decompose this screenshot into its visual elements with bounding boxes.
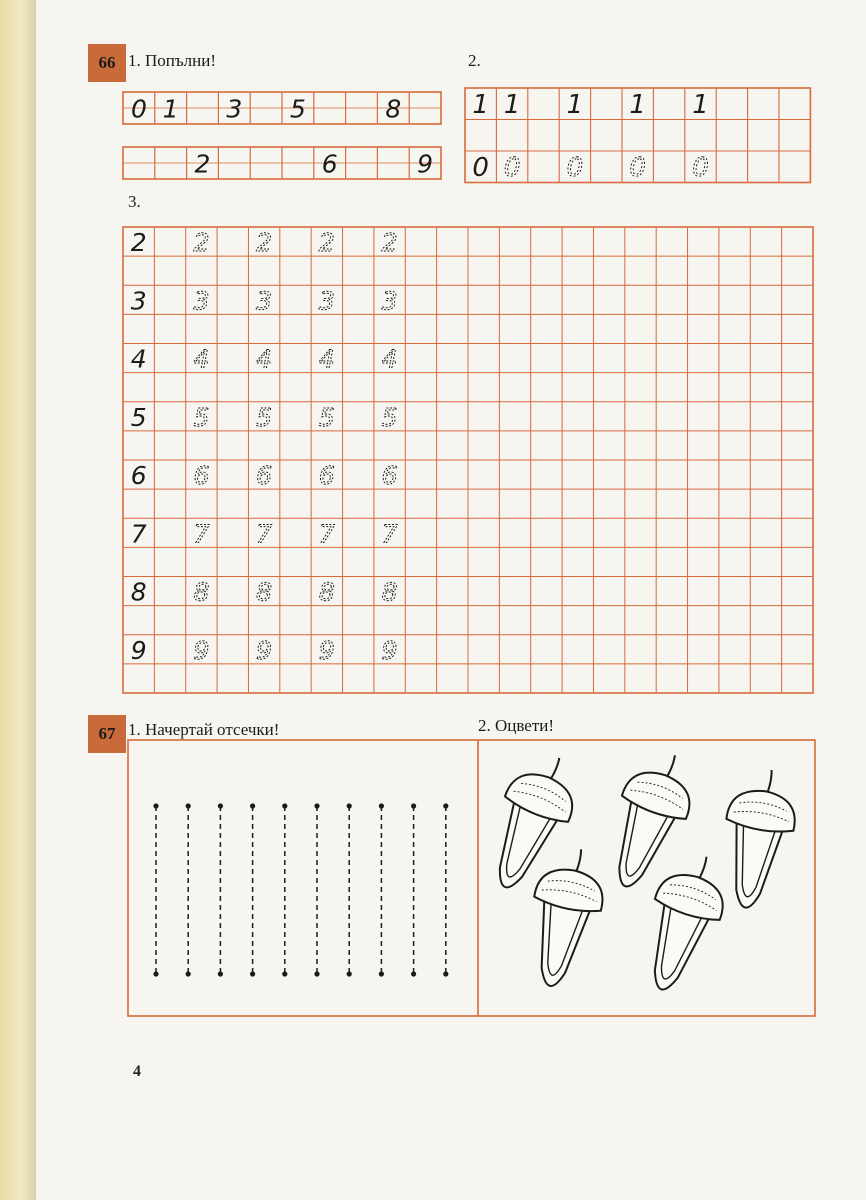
- sample-digit-7: 7: [130, 519, 147, 549]
- traced-digit-7: 7: [381, 519, 398, 549]
- fill-row-1-digit: 8: [385, 94, 402, 124]
- segment-start-dot: [443, 803, 448, 808]
- traced-digit-8: 8: [318, 577, 335, 607]
- traced-digit-one: 1: [629, 89, 646, 120]
- traced-digit-8: 8: [193, 577, 210, 607]
- traced-digit-6: 6: [193, 461, 210, 491]
- ones-zeros-grid: [465, 88, 810, 183]
- traced-digit-2: 2: [318, 228, 335, 258]
- task-66-1-label: 1. Попълни!: [128, 51, 217, 70]
- acorn-stem: [768, 770, 773, 792]
- segment-end-dot: [218, 971, 223, 976]
- acorn-stem: [577, 849, 583, 871]
- traced-digit-7: 7: [193, 519, 210, 549]
- traced-digit-4: 4: [381, 344, 398, 374]
- traced-digit-9: 9: [381, 635, 398, 665]
- sample-digit-6: 6: [130, 461, 147, 491]
- traced-digit-3: 3: [318, 286, 335, 316]
- acorn-stem: [667, 755, 675, 776]
- traced-digit-5: 5: [381, 402, 398, 432]
- sample-digit-9: 9: [130, 635, 147, 665]
- fill-row-1-digit: 3: [226, 94, 243, 124]
- fill-row-1-digit: 0: [130, 94, 147, 124]
- traced-digit-9: 9: [318, 635, 335, 665]
- task-66-3-label: 3.: [128, 192, 141, 211]
- exercise-66-badge: 66: [88, 44, 126, 82]
- acorn-drawing: [712, 764, 803, 914]
- fill-row-1-digit: 5: [289, 94, 306, 124]
- segment-start-dot: [282, 803, 287, 808]
- traced-digit-7: 7: [256, 519, 273, 549]
- traced-digit-zero: 0: [692, 152, 709, 183]
- book-spine: [0, 0, 36, 1200]
- traced-digit-3: 3: [193, 286, 210, 316]
- traced-digit-7: 7: [318, 519, 335, 549]
- traced-digit-zero: 0: [503, 152, 521, 183]
- task-67-1-label: 1. Начертай отсечки!: [128, 720, 280, 739]
- fill-in-grid-row-2: [123, 147, 441, 179]
- segment-end-dot: [186, 971, 191, 976]
- fill-row-2-digit: 2: [194, 149, 211, 179]
- segment-start-dot: [218, 803, 223, 808]
- exercise-67-badge: 67: [88, 715, 126, 753]
- segment-start-dot: [347, 803, 352, 808]
- traced-digit-3: 3: [256, 286, 273, 316]
- traced-digit-6: 6: [318, 461, 335, 491]
- traced-digit-6: 6: [256, 461, 273, 491]
- segment-end-dot: [411, 971, 416, 976]
- fill-in-grid-row-1: [123, 92, 441, 124]
- task-67-2-label: 2. Оцвети!: [478, 716, 555, 735]
- segment-start-dot: [411, 803, 416, 808]
- sample-digit-one: 1: [472, 89, 489, 120]
- segment-end-dot: [282, 971, 287, 976]
- segment-end-dot: [443, 971, 448, 976]
- sample-digit-3: 3: [130, 286, 147, 316]
- segment-end-dot: [314, 971, 319, 976]
- segment-start-dot: [379, 803, 384, 808]
- traced-digit-2: 2: [256, 228, 273, 258]
- traced-digit-6: 6: [381, 461, 398, 491]
- traced-digit-8: 8: [256, 577, 273, 607]
- traced-digit-4: 4: [318, 344, 335, 374]
- traced-digit-2: 2: [193, 228, 210, 258]
- traced-digit-5: 5: [256, 402, 273, 432]
- exercise-67-frame: [128, 740, 815, 1016]
- fill-row-2-digit: 6: [321, 149, 338, 179]
- segment-end-dot: [250, 971, 255, 976]
- task-66-2-label: 2.: [468, 51, 481, 70]
- page-number: 4: [133, 1063, 141, 1080]
- traced-digit-2: 2: [381, 228, 398, 258]
- traced-digit-one: 1: [503, 89, 521, 120]
- sample-digit-5: 5: [130, 402, 147, 432]
- digit-tracing-grid: [123, 227, 813, 693]
- traced-digit-one: 1: [566, 89, 584, 120]
- traced-digit-5: 5: [318, 402, 335, 432]
- segment-end-dot: [379, 971, 384, 976]
- segment-start-dot: [153, 803, 158, 808]
- acorn-stem: [700, 857, 708, 878]
- acorn-stem: [551, 758, 560, 779]
- fill-row-2-digit: 9: [417, 149, 434, 179]
- traced-digit-zero: 0: [629, 152, 646, 183]
- traced-digit-8: 8: [381, 577, 398, 607]
- traced-digit-4: 4: [256, 344, 273, 374]
- segment-start-dot: [250, 803, 255, 808]
- segment-end-dot: [347, 971, 352, 976]
- traced-digit-9: 9: [193, 635, 210, 665]
- acorn-drawing: [517, 842, 613, 993]
- segment-start-dot: [186, 803, 191, 808]
- sample-digit-zero: 0: [472, 152, 489, 183]
- sample-digit-8: 8: [130, 577, 147, 607]
- exercise-67-border: [128, 740, 815, 1016]
- segment-end-dot: [153, 971, 158, 976]
- traced-digit-3: 3: [381, 286, 398, 316]
- traced-digit-5: 5: [193, 402, 210, 432]
- traced-digit-9: 9: [256, 635, 273, 665]
- traced-digit-zero: 0: [566, 152, 584, 183]
- sample-digit-4: 4: [130, 344, 147, 374]
- segment-start-dot: [314, 803, 319, 808]
- fill-row-1-digit: 1: [162, 94, 179, 124]
- sample-digit-2: 2: [130, 228, 147, 258]
- traced-digit-one: 1: [692, 89, 709, 120]
- traced-digit-4: 4: [193, 344, 210, 374]
